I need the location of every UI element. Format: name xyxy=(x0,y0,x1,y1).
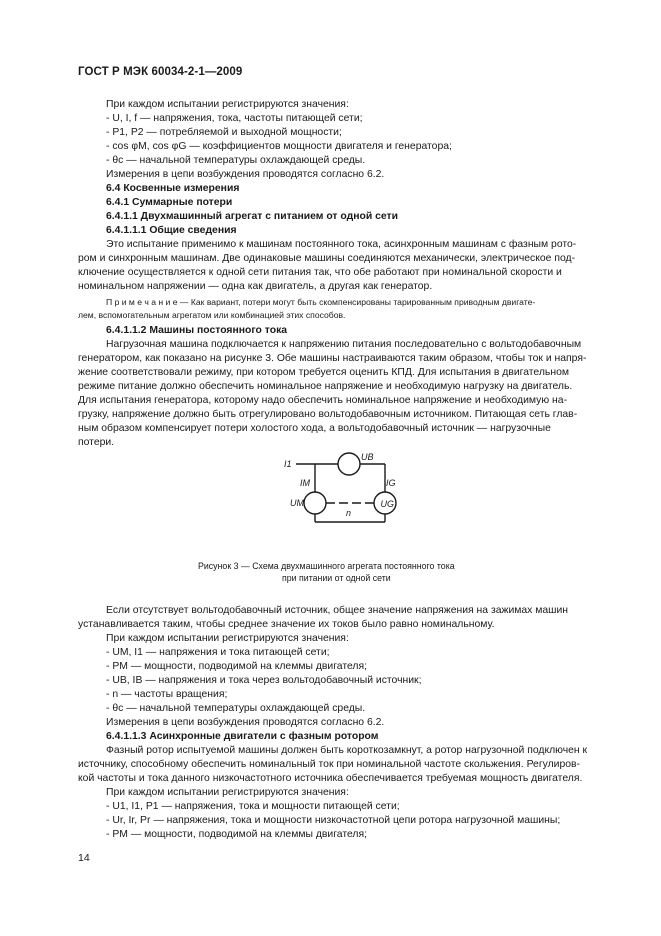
list-item: - UM, I1 — напряжения и тока питающей сети; xyxy=(106,647,330,658)
list-item: - U1, I1, P1 — напряжения, тока и мощности питающей сети; xyxy=(106,801,400,812)
figure-caption: Рисунок 3 — Схема двухмашинного агрегата постоянного тока xyxy=(198,561,455,571)
paragraph-line: Это испытание применимо к машинам постоянного тока, асинхронным машинам с фазным рото- xyxy=(106,239,577,250)
figure-caption: при питании от одной сети xyxy=(282,573,391,583)
paragraph-line: режиме питание должно обеспечить номинальное напряжение и необходимую нагрузку на двигатель. xyxy=(78,381,573,392)
list-item: - θc — начальной температуры охлаждающей среды. xyxy=(106,155,366,166)
heading-6-4-1-1: 6.4.1.1 Двухмашинный агрегат с питанием от одной сети xyxy=(106,211,399,222)
note-line: П р и м е ч а н и е — Как вариант, потери могут быть скомпенсированы тарированным приводным двигате- xyxy=(106,297,536,307)
list-item: - θc — начальной температуры охлаждающей среды. xyxy=(106,703,366,714)
list-item: - P1, P2 — потребляемой и выходной мощности; xyxy=(106,127,342,138)
note-line: лем, вспомогательным агрегатом или комбинацией этих способов. xyxy=(78,310,346,320)
booster-source-symbol xyxy=(338,453,360,475)
page-number: 14 xyxy=(78,852,90,864)
paragraph-line: ным образом компенсирует потери холостого хода, а вольтодобавочный источник — нагрузочные xyxy=(78,423,551,434)
list-item: - U, I, f — напряжения, тока, частоты питающей сети; xyxy=(106,113,363,124)
paragraph-line: Нагрузочная машина подключается к напряжению питания последовательно с вольтодобавочным xyxy=(106,339,582,350)
list-item: - PM — мощности, подводимой на клеммы двигателя; xyxy=(106,829,367,840)
list-item: - Ur, Ir, Pr — напряжения, тока и мощности низкочастотной цепи ротора нагрузочной машины; xyxy=(106,815,561,826)
list-item: Измерения в цепи возбуждения проводятся согласно 6.2. xyxy=(106,169,385,180)
paragraph-line: ключение осуществляется к одной сети питания так, что обе работают при номинальной скорости и xyxy=(78,267,562,278)
label-ig: IG xyxy=(386,478,396,488)
list-item: - PM — мощности, подводимой на клеммы двигателя; xyxy=(106,661,367,672)
heading-6-4-1-1-1: 6.4.1.1.1 Общие сведения xyxy=(106,225,237,236)
paragraph-line: ром и синхронным машинам. Две одинаковые машины соединяются механически, электрическое под- xyxy=(78,253,576,264)
label-ug: UG xyxy=(380,499,394,509)
heading-6-4: 6.4 Косвенные измерения xyxy=(106,183,240,194)
heading-6-4-1: 6.4.1 Суммарные потери xyxy=(106,197,233,208)
paragraph-line: номинальном напряжении — одна как двигатель, а другая как генератор. xyxy=(78,281,433,292)
label-i1: I1 xyxy=(284,459,292,469)
circuit-diagram xyxy=(278,446,398,526)
heading-6-4-1-1-3: 6.4.1.1.3 Асинхронные двигатели с фазным ротором xyxy=(106,731,379,742)
label-ub: UB xyxy=(361,452,374,462)
label-im: IM xyxy=(300,478,310,488)
paragraph-line: жение соответствовали режиму, при котором требуется оценить КПД. Для испытания в двигательном xyxy=(78,367,570,378)
list-item: - UB, IB — напряжения и тока через вольтодобавочный источник; xyxy=(106,675,422,686)
list-item: Измерения в цепи возбуждения проводятся согласно 6.2. xyxy=(106,717,385,728)
label-um: UM xyxy=(290,498,304,508)
paragraph-line: Для испытания генератора, которому надо обеспечить номинальное напряжение и необходимую на- xyxy=(78,395,568,406)
motor-symbol xyxy=(304,492,326,514)
list-intro: При каждом испытании регистрируются значения: xyxy=(106,99,349,110)
paragraph-line: Фазный ротор испытуемой машины должен быть короткозамкнут, а ротор нагрузочной подключен к xyxy=(106,745,588,756)
list-item: - n — частоты вращения; xyxy=(106,689,228,700)
paragraph-line: грузку, напряжение должно быть отрегулировано вольтодобавочным источником. Питающая сеть глав- xyxy=(78,409,578,420)
label-n: n xyxy=(346,508,352,518)
paragraph-line: источнику, способному обеспечить номинальный ток при номинальной частоте скольжения. Регулиров- xyxy=(78,759,580,770)
list-intro: При каждом испытании регистрируются значения: xyxy=(106,787,349,798)
document-header: ГОСТ Р МЭК 60034-2-1—2009 xyxy=(78,66,243,78)
paragraph-line: потери. xyxy=(78,437,115,448)
list-item: - cos φM, cos φG — коэффициентов мощности двигателя и генератора; xyxy=(106,141,452,152)
paragraph-line: устанавливается таким, чтобы среднее значение их токов было равно номинальному. xyxy=(78,619,495,630)
paragraph-line: Если отсутствует вольтодобавочный источник, общее значение напряжения на зажимах машин xyxy=(106,605,569,616)
list-intro: При каждом испытании регистрируются значения: xyxy=(106,633,349,644)
heading-6-4-1-1-2: 6.4.1.1.2 Машины постоянного тока xyxy=(106,325,288,336)
paragraph-line: кой частоты и тока данного низкочастотного источника обеспечивается требуемая мощность двигателя. xyxy=(78,773,583,784)
paragraph-line: генератором, как показано на рисунке 3. Обе машины настраиваются таким образом, чтобы ток и напря- xyxy=(78,353,587,364)
